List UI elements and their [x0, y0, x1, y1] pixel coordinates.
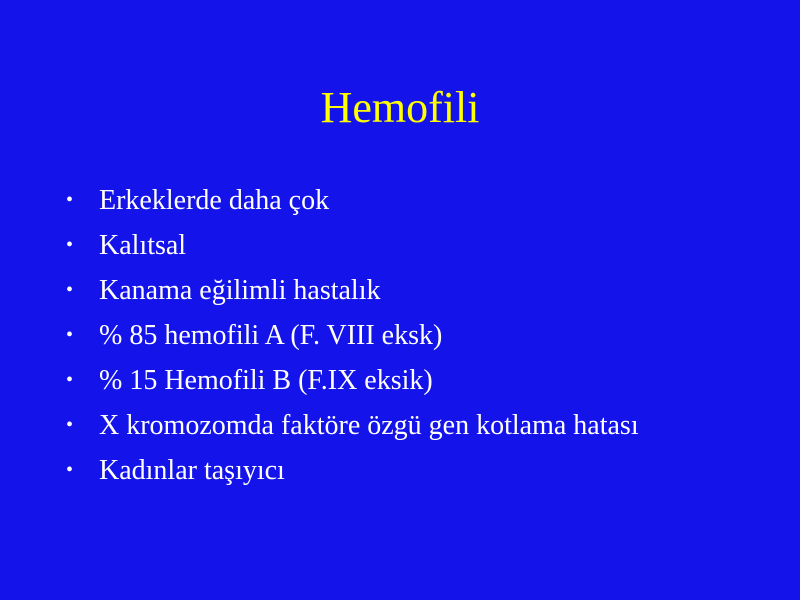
bullet-text: Kalıtsal: [99, 230, 187, 261]
bullet-text: Kanama eğilimli hastalık: [99, 275, 381, 306]
list-item: [66, 403, 766, 448]
slide-title: Hemofili: [320, 83, 480, 132]
bullet-icon: •: [66, 369, 74, 391]
list-item: [66, 448, 766, 493]
bullet-text: X kromozomda faktöre özgü gen kotlama hatası: [99, 410, 639, 441]
bullet-icon: •: [66, 279, 74, 301]
bullet-text: % 15 Hemofili B (F.IX eksik): [99, 365, 433, 396]
bullet-icon: •: [66, 414, 74, 436]
bullet-text: % 85 hemofili A (F. VIII eksk): [99, 320, 443, 351]
bullet-list: [66, 178, 766, 493]
bullet-text: Erkeklerde daha çok: [99, 185, 330, 216]
list-item: [66, 223, 766, 268]
list-item: [66, 358, 766, 403]
list-item: [66, 313, 766, 358]
bullet-icon: •: [66, 324, 74, 346]
bullet-icon: •: [66, 234, 74, 256]
list-item: [66, 268, 766, 313]
bullet-text: Kadınlar taşıyıcı: [99, 455, 285, 486]
list-item: [66, 178, 766, 223]
bullet-icon: •: [66, 459, 74, 481]
bullet-icon: •: [66, 189, 74, 211]
